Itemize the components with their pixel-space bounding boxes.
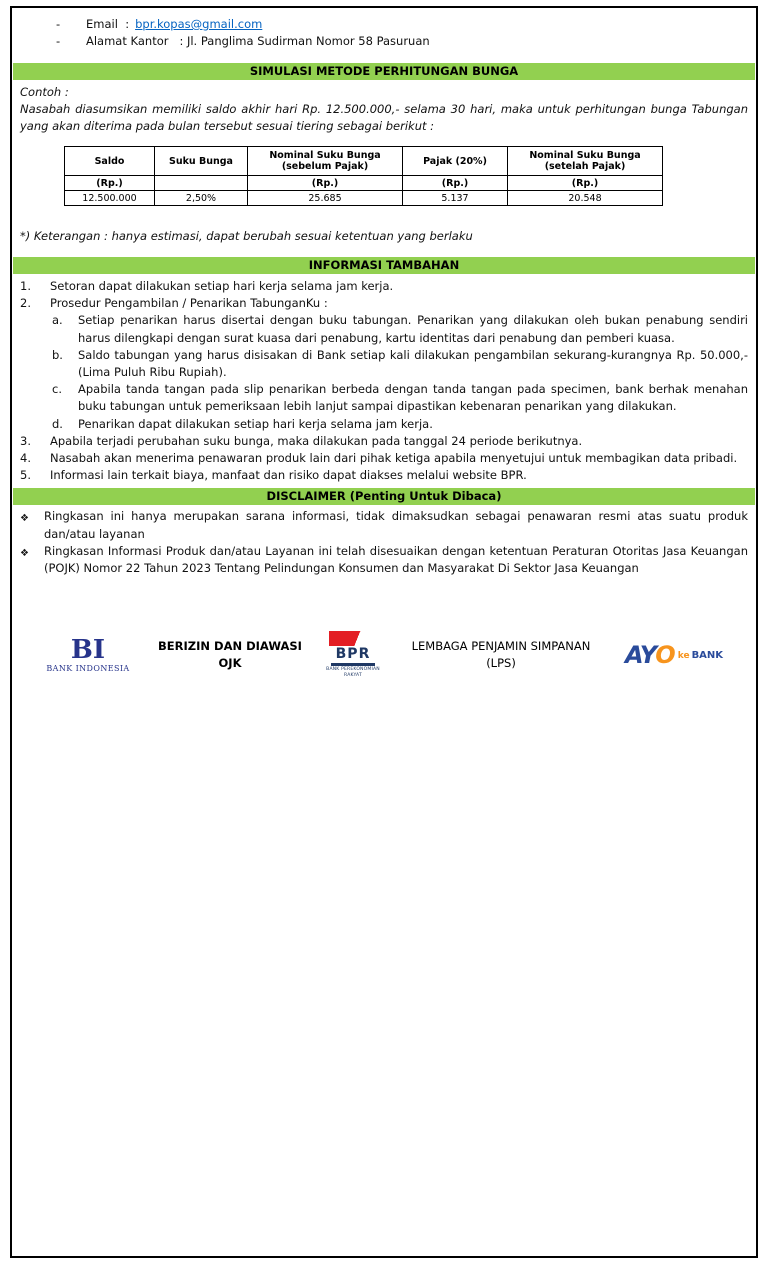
bpr-logo <box>326 631 380 679</box>
disclaimer-text: Ringkasan Informasi Produk dan/atau Layanan ini telah disesuaikan dengan ketentuan Peraturan Otoritas Jasa Keuangan (POJK) Nomor 22 Tahun 2023 Tentang Pelindungan Konsumen dan Masyarakat Di Sektor Jasa Keuangan <box>44 543 748 576</box>
lps-line1: LEMBAGA PENJAMIN SIMPANAN <box>411 639 591 654</box>
table-subheader-row <box>65 176 663 191</box>
email-link[interactable]: bpr.kopas@gmail.com <box>135 17 263 31</box>
col-subheader: (Rp.) <box>403 176 508 191</box>
ayo-bank-label: BANK <box>691 649 724 661</box>
contact-section <box>12 8 756 50</box>
list-number: 5. <box>20 468 31 483</box>
diamond-bullet-icon: ❖ <box>20 547 29 559</box>
ojk-label <box>155 638 305 672</box>
col-header-nominal-sebelum: Nominal Suku Bunga (sebelum Pajak) <box>248 147 403 176</box>
sub-list-text: Penarikan dapat dilakukan setiap hari kerja selama jam kerja. <box>78 416 433 431</box>
contact-address-row <box>56 33 746 50</box>
diamond-bullet-icon: ❖ <box>20 513 29 525</box>
list-item <box>20 278 748 295</box>
table-header-row <box>65 147 663 176</box>
list-number: 3. <box>20 433 31 448</box>
ojk-line1: BERIZIN DAN DIAWASI <box>158 639 302 654</box>
bpr-logo-subtext: BANK PEREKONOMIAN RAKYAT <box>326 667 380 679</box>
list-text: Nasabah akan menerima penawaran produk lain dari pihak ketiga apabila menyetujui untuk membagikan data pribadi. <box>50 451 738 466</box>
sub-list-item <box>52 312 748 346</box>
ayo-logo-text: AYO <box>624 641 675 670</box>
list-text: Prosedur Pengambilan / Penarikan TabunganKu : <box>50 296 328 311</box>
sub-list-item <box>52 381 748 415</box>
list-number: 2. <box>20 296 31 311</box>
bpr-logo-band <box>331 663 375 666</box>
list-text: Apabila terjadi perubahan suku bunga, maka dilakukan pada tanggal 24 periode berikutnya. <box>50 433 583 448</box>
bank-indonesia-monogram-icon: BI <box>70 635 106 666</box>
ayo-ke-bank-text <box>678 650 723 661</box>
section-header-disclaimer: DISCLAIMER (Penting Untuk Dibaca) <box>13 488 755 505</box>
email-label: Email : <box>86 17 130 31</box>
list-text: Setoran dapat dilakukan setiap hari kerja selama jam kerja. <box>50 279 394 293</box>
contoh-label: Contoh : <box>20 85 69 99</box>
sub-list-item <box>52 416 748 433</box>
lps-label <box>401 638 601 672</box>
lps-line2: (LPS) <box>486 656 516 671</box>
bank-indonesia-logo <box>42 636 134 674</box>
address-label: Alamat Kantor : <box>86 34 187 48</box>
footer-logos <box>42 631 726 679</box>
section-header-simulasi: SIMULASI METODE PERHITUNGAN BUNGA <box>13 63 755 80</box>
table-data-row <box>65 191 663 206</box>
contact-email-row <box>56 16 746 33</box>
ayo-o-icon: O <box>655 641 675 670</box>
cell-suku-bunga: 2,50% <box>155 191 248 206</box>
informasi-list <box>20 278 748 484</box>
sub-list-item <box>52 347 748 381</box>
disclaimer-item <box>20 543 748 577</box>
sub-list-text: Saldo tabungan yang harus disisakan di Bank setiap kali dilakukan pengambilan sekurang-kurangnya Rp. 50.000,- (Lima Puluh Ribu Rupiah). <box>78 347 748 380</box>
list-item <box>20 450 748 467</box>
sub-list-letter: b. <box>52 347 63 362</box>
list-number: 4. <box>20 451 31 466</box>
disclaimer-text: Ringkasan ini hanya merupakan sarana informasi, tidak dimaksudkan sebagai penawaran resmi atas suatu produk dan/atau layanan <box>44 509 748 541</box>
sub-list-text: Apabila tanda tangan pada slip penarikan berbeda dengan tanda tangan pada specimen, bank berhak menahan buku tabungan untuk pemeriksaan lebih lanjut sampai dipastikan kebenaran penarikan yang dilakukan. <box>78 382 748 414</box>
col-subheader <box>155 176 248 191</box>
list-text: Informasi lain terkait biaya, manfaat dan risiko dapat diakses melalui website BPR. <box>50 468 527 483</box>
document-page <box>10 6 758 1258</box>
cell-saldo: 12.500.000 <box>65 191 155 206</box>
col-header-suku-bunga: Suku Bunga <box>155 147 248 176</box>
ayo-ke-label: ke <box>677 650 690 661</box>
cell-nominal-sebelum: 25.685 <box>248 191 403 206</box>
col-subheader: (Rp.) <box>248 176 403 191</box>
sub-list-letter: c. <box>52 382 62 397</box>
col-header-saldo: Saldo <box>65 147 155 176</box>
cell-nominal-setelah: 20.548 <box>508 191 663 206</box>
disclaimer-list <box>20 508 748 577</box>
list-number: 1. <box>20 279 31 293</box>
list-item <box>20 433 748 450</box>
bank-indonesia-label: BANK INDONESIA <box>46 664 130 674</box>
address-value: Jl. Panglima Sudirman Nomor 58 Pasuruan <box>186 34 430 48</box>
list-item <box>20 295 748 312</box>
contoh-text: Nasabah diasumsikan memiliki saldo akhir hari Rp. 12.500.000,- selama 30 hari, maka untuk perhitungan bunga Tabungan yang akan diterima pada bulan tersebut sesuai tiering sebagai berikut : <box>20 102 748 133</box>
dash-bullet: - <box>56 17 61 31</box>
dash-bullet: - <box>56 34 61 48</box>
col-subheader: (Rp.) <box>508 176 663 191</box>
disclaimer-item <box>20 508 748 542</box>
ojk-line2: OJK <box>218 656 242 671</box>
sub-list-letter: d. <box>52 416 63 431</box>
bpr-logo-roof-icon <box>329 631 377 646</box>
sub-list-letter: a. <box>52 313 63 328</box>
simulasi-table <box>64 146 663 206</box>
simulasi-intro <box>20 84 748 135</box>
sub-list-text: Setiap penarikan harus disertai dengan buku tabungan. Penarikan yang dilakukan oleh bukan penabung sendiri harus dilengkapi dengan surat kuasa dari penabung, kartu identitas dari penabung dan pemberi kuasa. <box>78 313 748 345</box>
col-subheader: (Rp.) <box>65 176 155 191</box>
cell-pajak: 5.137 <box>403 191 508 206</box>
keterangan-note: *) Keterangan : hanya estimasi, dapat berubah sesuai ketentuan yang berlaku <box>20 229 473 243</box>
bpr-logo-text: BPR <box>335 646 371 663</box>
ayo-ke-bank-logo <box>622 641 726 670</box>
col-header-nominal-setelah: Nominal Suku Bunga (setelah Pajak) <box>508 147 663 176</box>
col-header-pajak: Pajak (20%) <box>403 147 508 176</box>
list-item <box>20 467 748 484</box>
section-header-informasi: INFORMASI TAMBAHAN <box>13 257 755 274</box>
